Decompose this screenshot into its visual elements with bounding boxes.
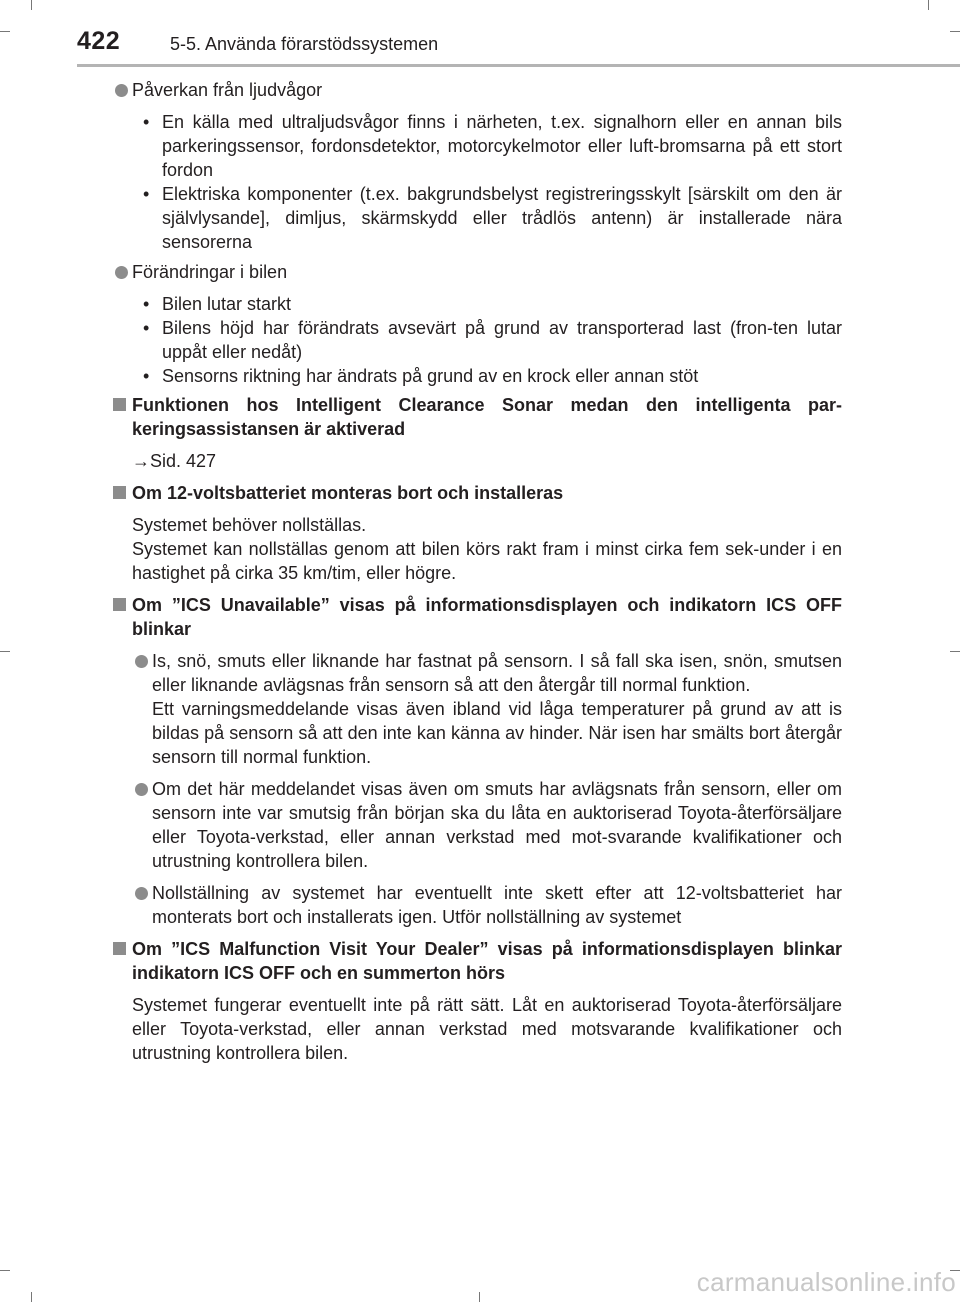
crop-mark — [950, 651, 960, 652]
chapter-title: 5-5. Använda förarstödssystemen — [170, 34, 439, 54]
section-heading: Funktionen hos Intelligent Clearance Sonar medan den intelligenta par-keringsassistansen är aktiverad — [112, 393, 842, 441]
watermark: carmanualsonline.info — [696, 1267, 956, 1297]
item-title: Förändringar i bilen — [112, 260, 842, 284]
bullet-item: • Sensorns riktning har ändrats på grund av en krock eller annan stöt — [130, 364, 842, 388]
header-rule — [77, 64, 960, 67]
sub-item-continued: Ett varningsmeddelande visas även ibland vid låga temperaturer på grund av att is bildas på sensorn så att den inte kan känna av hinder. När isen har smälts bort återgår sensorn till normal funktion. — [152, 699, 842, 767]
section-heading: Om ”ICS Unavailable” visas på informationsdisplayen och indikatorn ICS OFF blinkar — [112, 593, 842, 641]
page-number: 422 — [77, 27, 121, 55]
crop-mark — [0, 651, 10, 652]
body-text: Systemet kan nollställas genom att bilen körs rakt fram i minst cirka fem sek-under i en hastighet på cirka 35 km/tim, eller högre. — [132, 539, 842, 583]
crop-mark — [0, 31, 10, 32]
sub-item: Nollställning av systemet har eventuellt inte skett efter att 12-voltsbatteriet har monterats bort och installerats igen. Utför nollställning av systemet — [132, 881, 842, 929]
page-reference: →Sid. 427 — [132, 451, 217, 471]
section-heading: Om ”ICS Malfunction Visit Your Dealer” visas på informationsdisplayen blinkar indikatorn ICS OFF och en summerton hörs — [112, 937, 842, 985]
crop-mark — [31, 1292, 32, 1302]
bullet-item: • Bilen lutar starkt — [130, 292, 842, 316]
bullet-item: • En källa med ultraljudsvågor finns i närheten, t.ex. signalhorn eller en annan bils parkeringssensor, fordonsdetektor, motorcykelmotor eller luft-bromsarna på ett stort fordon — [130, 110, 842, 182]
crop-mark — [31, 0, 32, 10]
crop-mark — [0, 1270, 10, 1271]
section-heading: Om 12-voltsbatteriet monteras bort och installeras — [112, 481, 842, 505]
sub-item: Om det här meddelandet visas även om smuts har avlägsnats från sensorn, eller om sensorn inte var smutsig från början ska du låta en auktoriserad Toyota-återförsäljare eller Toyota-verkstad, eller annan verkstad med mot-svarande kvalifikationer och utrustning kontrollera bilen. — [132, 777, 842, 873]
item-title: Påverkan från ljudvågor — [112, 78, 842, 102]
crop-mark — [928, 0, 929, 10]
page-content — [112, 78, 842, 1065]
crop-mark — [479, 1292, 480, 1302]
body-text: Systemet behöver nollställas. — [132, 515, 367, 535]
sub-item: Is, snö, smuts eller liknande har fastnat på sensorn. I så fall ska isen, snön, smutsen eller liknande avlägsnas från sensorn så att den återgår till normal funktion. — [132, 649, 842, 697]
bullet-item: • Bilens höjd har förändrats avsevärt på grund av transporterad last (fron-ten lutar uppåt eller nedåt) — [130, 316, 842, 364]
body-text: Systemet fungerar eventuellt inte på rätt sätt. Låt en auktoriserad Toyota-återförsäljare eller Toyota-verkstad, eller annan verkstad med motsvarande kvalifikationer och utrustning kontrollera bilen. — [132, 995, 842, 1063]
bullet-item: • Elektriska komponenter (t.ex. bakgrundsbelyst registreringsskylt [särskilt om den är självlysande], dimljus, skärmskydd eller trådlös antenn) är installerade nära sensorerna — [130, 182, 842, 254]
crop-mark — [950, 31, 960, 32]
